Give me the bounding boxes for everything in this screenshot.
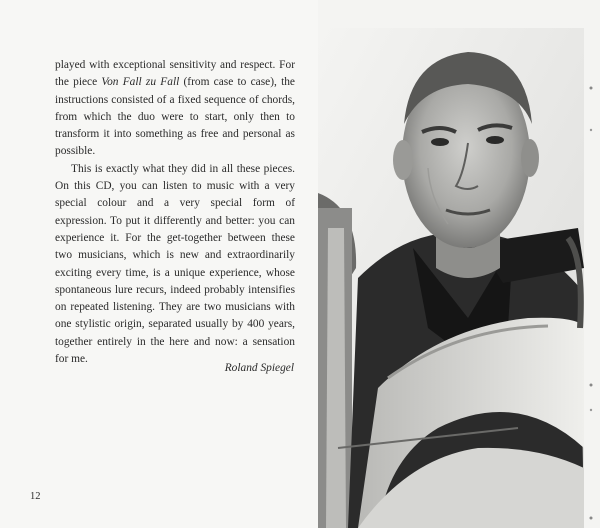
paragraph-1-start: played with exceptional sensitivity and respect. For the piece [55, 59, 295, 89]
right-page [318, 0, 600, 528]
paragraph-2: This is exactly what they did in all these pieces. On this CD, you can listen to music with a very special colour and a very special form of expression. To put it differently and better: you can experience it. For the get-together between these two musicians, which is new and extraordinarily exciting every time, is a unique experience, whose spontaneous lure recurs, indeed probably intensifies on repeated listening. They are two musicians with one stylistic origin, separated usually by 400 years, together entirely in the here and now: a sensation for me. [55, 162, 295, 366]
piece-title: Von Fall zu Fall [101, 76, 180, 89]
musician-portrait-photo [318, 28, 584, 528]
body-text [55, 57, 295, 368]
page-edge-marks [586, 0, 596, 528]
author-signature: Roland Spiegel [224, 362, 294, 374]
paragraph-1 [55, 57, 295, 161]
paragraph-1-end: (from case to case), the instructions consisted of a fixed sequence of chords, from which the duo were to start, only then to transform it into something as free and personal as possible. [55, 76, 295, 158]
page-number: 12 [30, 491, 41, 502]
